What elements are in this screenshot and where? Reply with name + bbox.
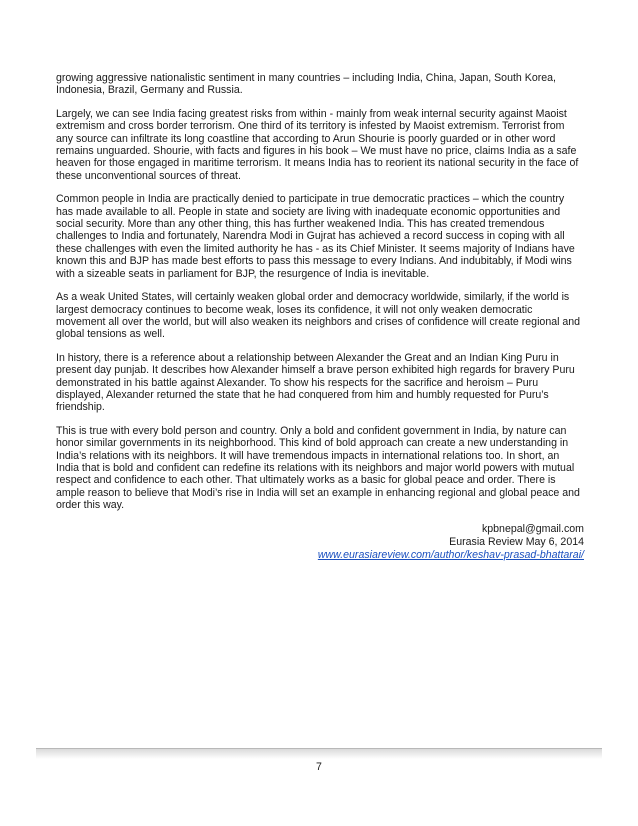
page-number: 7: [316, 761, 322, 773]
footer-divider: [36, 748, 602, 759]
document-body: [56, 72, 584, 562]
paragraph-2: Largely, we can see India facing greatest risks from within - mainly from weak internal security against Maoist extremism and cross border terrorism. One third of its territory is infested by Maoist extremism. Terrorist from any source can infiltrate its long coastline that according to Arun Shourie is poorly guarded or in other word remains unguarded. Shourie, with facts and figures in his book – We must have no price, claims India as a safe heaven for those engaged in maritime terrorism. It means India has to reorient its national security in the face of these unconventional sources of threat.: [56, 107, 579, 182]
publication-source: Eurasia Review May 6, 2014: [449, 535, 584, 548]
paragraph-6: This is true with every bold person and country. Only a bold and confident government in India, by nature can honor similar governments in its neighborhood. This kind of bold approach can create a new understanding in India’s relations with its neighbors. It will have tremendous impacts in international relations too. In short, an India that is bold and confident can redefine its relations with its neighbors and major world powers with mutual respect and confidence to each other. That ultimately works as a basic for global peace and order. There is ample reason to believe that Modi’s rise in India will set an example in enhancing regional and global peace and order this way.: [56, 424, 580, 512]
signature-block: [56, 523, 584, 562]
author-page-link[interactable]: www.eurasiareview.com/author/keshav-prasad-bhattarai/: [317, 548, 584, 561]
paragraph-3: Common people in India are practically denied to participate in true democratic practices – which the country has made available to all. People in state and society are living with inadequate economic opportunities and social security. More than any other thing, this has further weakened India. This has created tremendous challenges to India and fortunately, Narendra Modi in Gujrat has achieved a record success in coping with all these challenges with even the limited authority he has - as its Chief Minister. It seems majority of Indians have known this and BJP has made best efforts to pass this message to every Indians. And indubitably, if Modi wins with a sizeable seats in parliament for BJP, the resurgence of India is inevitable.: [56, 193, 575, 280]
author-email: kpbnepal@gmail.com: [481, 522, 584, 535]
paragraph-1: growing aggressive nationalistic sentiment in many countries – including India, China, Japan, South Korea, Indonesia, Brazil, Germany and Russia.: [56, 72, 556, 97]
paragraph-4: As a weak United States, will certainly weaken global order and democracy worldwide, similarly, if the world is largest democracy continues to become weak, loses its confidence, it will not only weaken democratic movement all over the world, but will also weaken its neighbors and crises of confidence will create regional and global tensions as well.: [56, 291, 581, 341]
paragraph-5: In history, there is a reference about a relationship between Alexander the Great and an Indian King Puru in present day punjab. It describes how Alexander himself a brave person exhibited high regards for bravery Puru demonstrated in his battle against Alexander. To show his respects for the sacrifice and heroism – Puru displayed, Alexander returned the state that he had conquered from him and humbly requested for Puru’s friendship.: [56, 351, 575, 414]
